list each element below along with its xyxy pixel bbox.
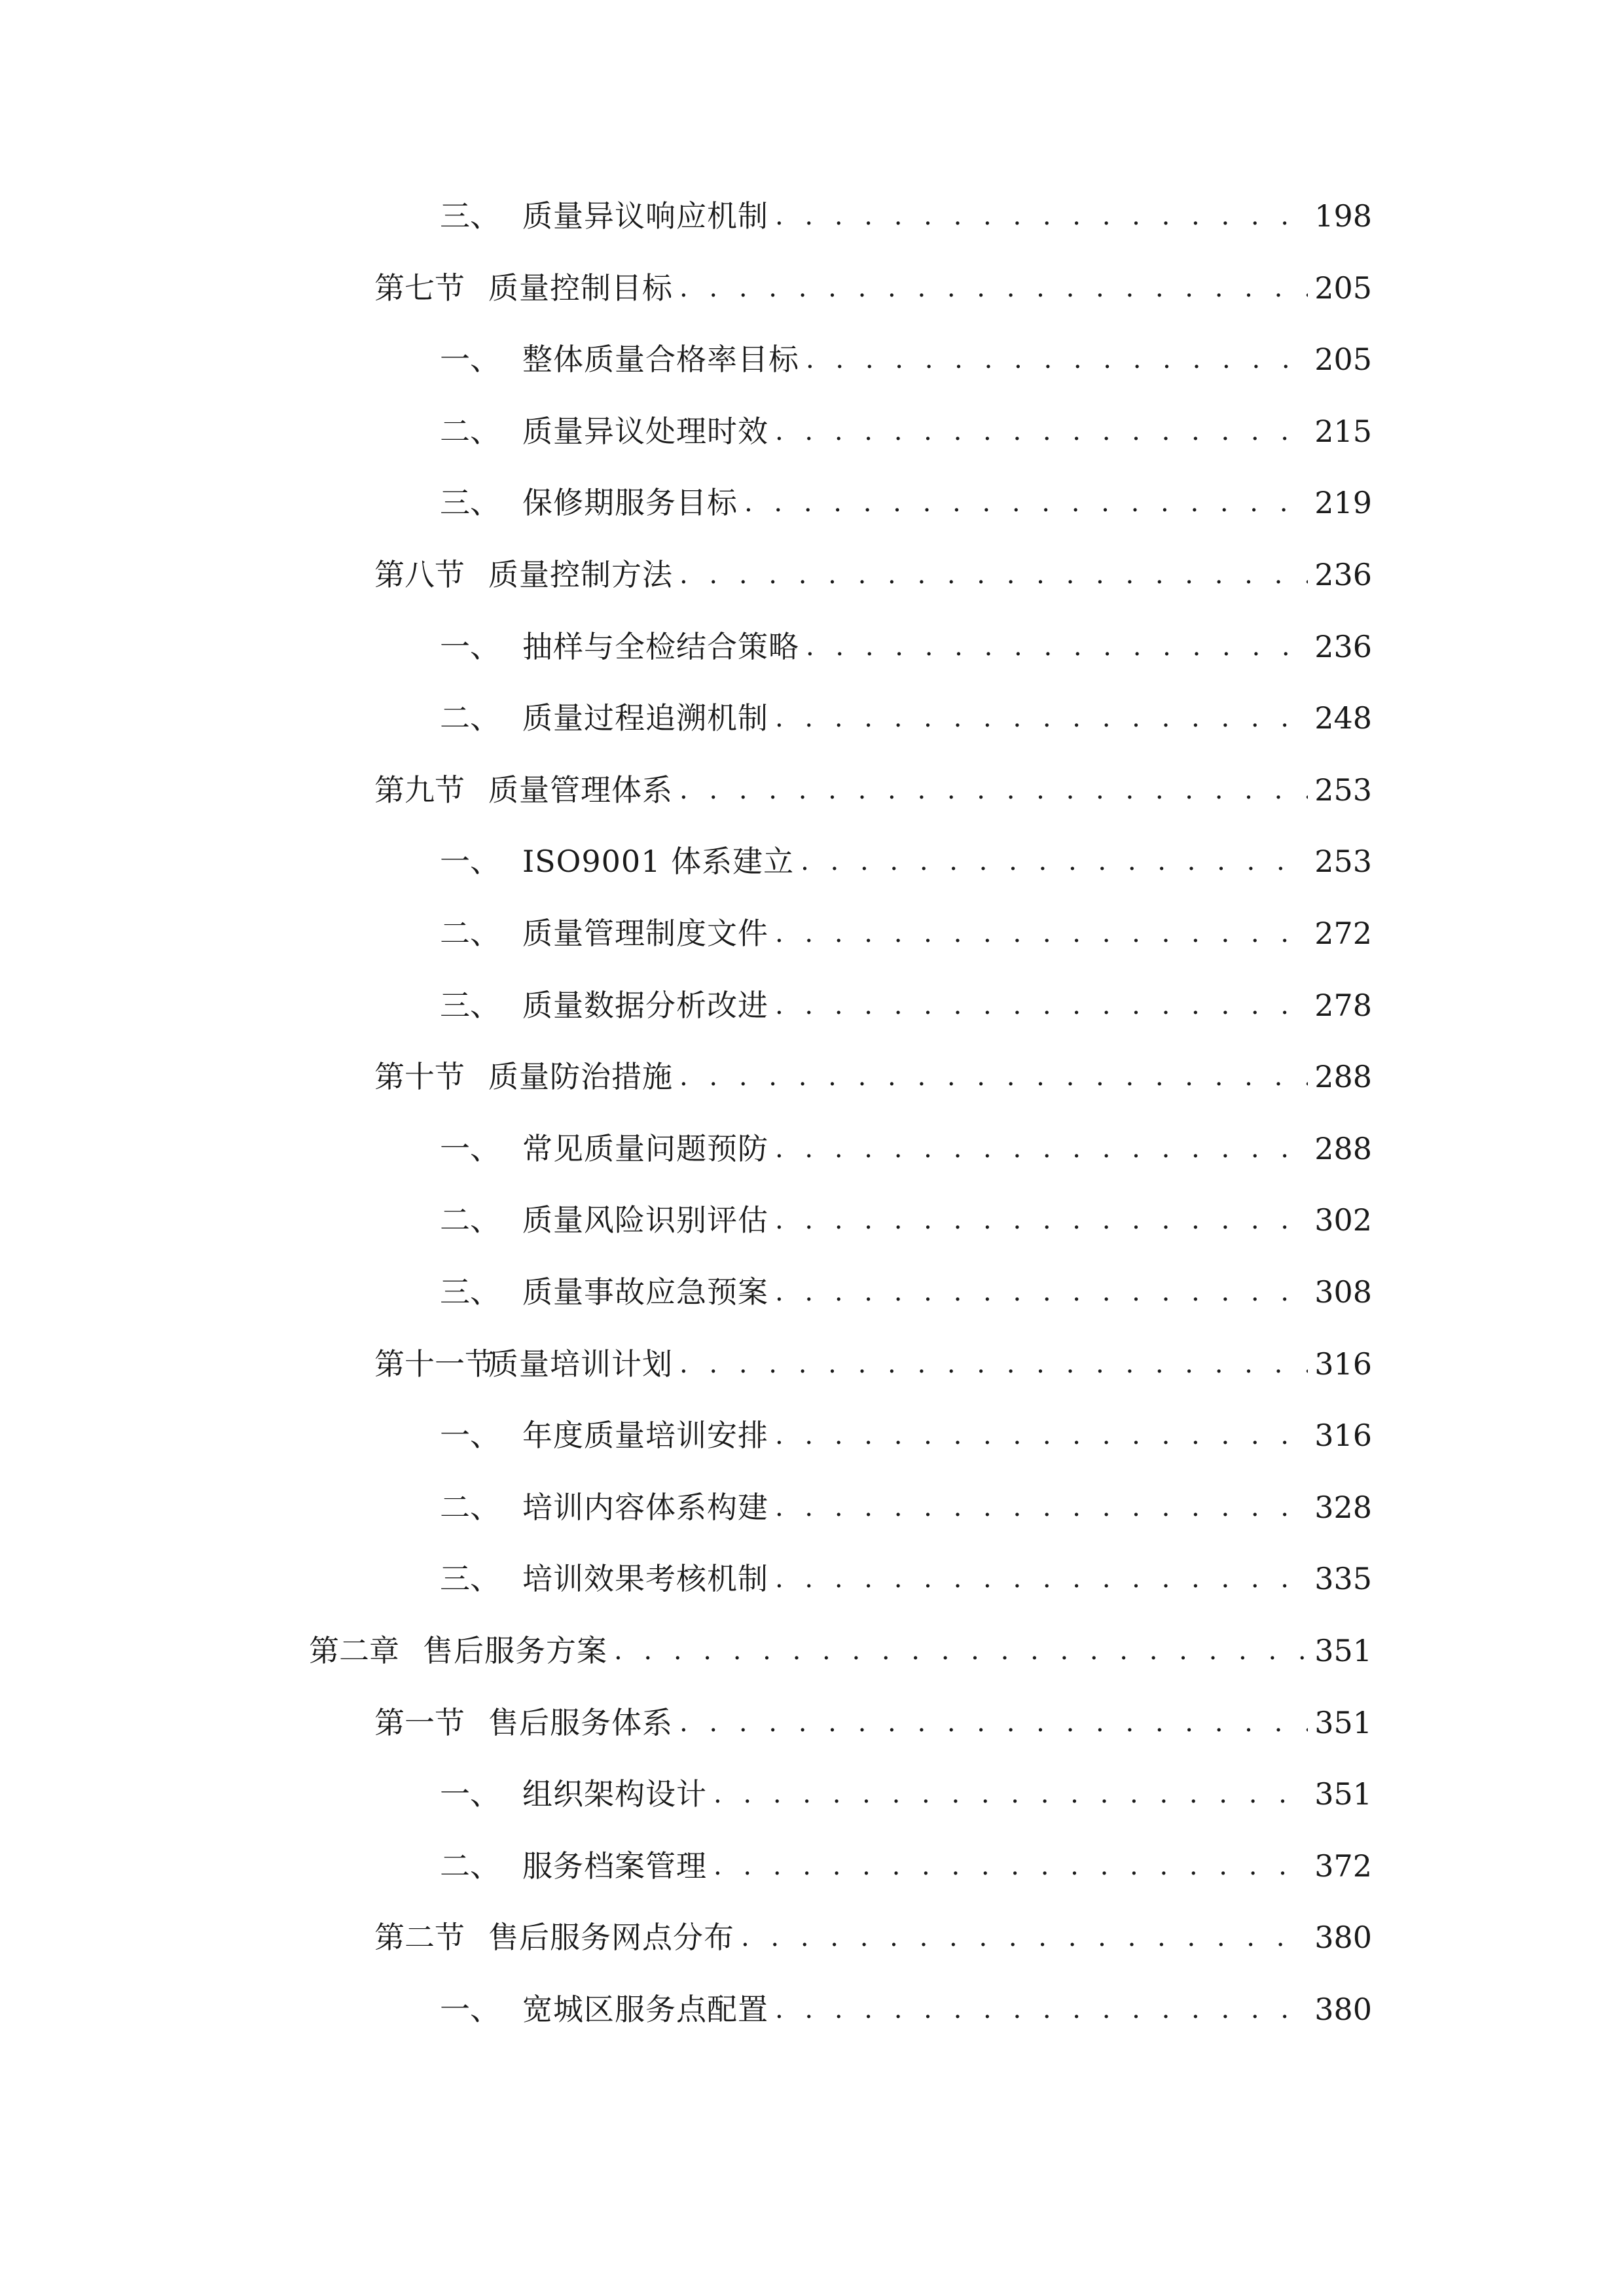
toc-entry[interactable] — [440, 695, 1372, 741]
toc-entry-title: 质量风险识别评估 — [522, 1202, 768, 1238]
toc-dot-leader — [679, 265, 1308, 311]
toc-entry-title: 质量事故应急预案 — [522, 1274, 768, 1310]
toc-entry[interactable] — [440, 1269, 1372, 1315]
toc-entry-number: 第九节 — [374, 772, 465, 808]
toc-entry-title: 保修期服务目标 — [522, 485, 738, 520]
toc-entry-number: 三、 — [440, 1561, 500, 1596]
toc-entry-page-number: 351 — [1314, 1776, 1372, 1812]
toc-entry-page-number: 372 — [1314, 1848, 1372, 1884]
toc-dot-leader — [775, 1269, 1308, 1315]
toc-entry[interactable] — [440, 480, 1372, 526]
toc-entry[interactable] — [440, 1412, 1372, 1458]
toc-entry-number: 三、 — [440, 1274, 500, 1310]
toc-entry[interactable] — [440, 408, 1372, 454]
toc-entry-number: 一、 — [440, 1418, 500, 1453]
toc-entry-page-number: 205 — [1314, 270, 1372, 306]
toc-entry[interactable] — [440, 1771, 1372, 1817]
toc-entry-number: 一、 — [440, 342, 500, 377]
toc-entry-title: ISO9001 体系建立 — [522, 844, 795, 879]
toc-entry[interactable] — [440, 1556, 1372, 1602]
toc-entry-title: 常见质量问题预防 — [522, 1131, 768, 1166]
toc-dot-leader — [741, 1914, 1308, 1960]
toc-entry-page-number: 272 — [1314, 916, 1372, 951]
toc-entry[interactable] — [440, 1126, 1372, 1172]
toc-dot-leader — [679, 1700, 1308, 1746]
toc-entry-title: 售后服务方案 — [423, 1633, 607, 1668]
toc-entry-title: 宽城区服务点配置 — [522, 1992, 768, 2027]
toc-dot-leader — [775, 408, 1308, 454]
toc-entry-title: 质量管理制度文件 — [522, 916, 768, 951]
toc-entry-page-number: 253 — [1314, 844, 1372, 879]
toc-entry-title: 质量控制目标 — [488, 270, 673, 306]
toc-entry[interactable] — [440, 1986, 1372, 2032]
toc-entry-number: 一、 — [440, 1776, 500, 1812]
toc-entry-title: 质量防治措施 — [488, 1059, 673, 1094]
toc-entry-page-number: 308 — [1314, 1274, 1372, 1310]
toc-entry[interactable] — [374, 265, 1372, 311]
toc-dot-leader — [775, 1484, 1308, 1530]
toc-entry-page-number: 253 — [1314, 772, 1372, 808]
toc-entry-page-number: 219 — [1314, 485, 1372, 520]
toc-entry-title: 服务档案管理 — [522, 1848, 707, 1884]
toc-entry[interactable] — [440, 982, 1372, 1028]
toc-entry-number: 三、 — [440, 988, 500, 1023]
toc-entry-page-number: 288 — [1314, 1059, 1372, 1094]
toc-entry-title: 售后服务体系 — [488, 1705, 673, 1740]
toc-entry[interactable] — [440, 1843, 1372, 1889]
toc-dot-leader — [806, 624, 1308, 670]
toc-entry[interactable] — [440, 1197, 1372, 1243]
toc-entry-number: 第七节 — [374, 270, 465, 306]
toc-entry-number: 二、 — [440, 1202, 500, 1238]
toc-entry-number: 第二节 — [374, 1920, 465, 1955]
toc-entry-page-number: 288 — [1314, 1131, 1372, 1166]
toc-entry-page-number: 236 — [1314, 557, 1372, 592]
toc-dot-leader — [679, 767, 1308, 813]
toc-entry-title: 抽样与全检结合策略 — [522, 629, 799, 664]
toc-entry[interactable] — [440, 336, 1372, 382]
toc-entry-title: 质量培训计划 — [488, 1346, 673, 1382]
toc-entry-number: 第十一节 — [374, 1346, 495, 1382]
toc-dot-leader — [775, 695, 1308, 741]
toc-entry-title: 质量异议响应机制 — [522, 198, 768, 234]
toc-entry-title: 质量过程追溯机制 — [522, 700, 768, 736]
toc-dot-leader — [775, 1986, 1308, 2032]
toc-entry[interactable] — [440, 910, 1372, 956]
toc-dot-leader — [775, 1412, 1308, 1458]
toc-entry-page-number: 380 — [1314, 1992, 1372, 2027]
toc-entry-title: 售后服务网点分布 — [488, 1920, 734, 1955]
toc-entry-number: 第一节 — [374, 1705, 465, 1740]
toc-entry[interactable] — [440, 1484, 1372, 1530]
toc-entry-number: 二、 — [440, 700, 500, 736]
toc-entry-page-number: 205 — [1314, 342, 1372, 377]
toc-entry[interactable] — [440, 193, 1372, 239]
toc-dot-leader — [775, 193, 1308, 239]
toc-dot-leader — [775, 1197, 1308, 1243]
toc-dot-leader — [713, 1843, 1308, 1889]
toc-entry[interactable] — [440, 624, 1372, 670]
toc-dot-leader — [713, 1771, 1308, 1817]
toc-entry-number: 一、 — [440, 844, 500, 879]
toc-entry-number: 第二章 — [309, 1633, 399, 1668]
toc-entry-number: 一、 — [440, 629, 500, 664]
toc-entry-page-number: 316 — [1314, 1418, 1372, 1453]
toc-entry-page-number: 215 — [1314, 414, 1372, 449]
toc-entry-page-number: 380 — [1314, 1920, 1372, 1955]
toc-entry-page-number: 335 — [1314, 1561, 1372, 1596]
toc-dot-leader — [775, 1556, 1308, 1602]
toc-entry-page-number: 248 — [1314, 700, 1372, 736]
toc-dot-leader — [806, 336, 1308, 382]
toc-entry-title: 年度质量培训安排 — [522, 1418, 768, 1453]
toc-dot-leader — [775, 982, 1308, 1028]
toc-entry-number: 二、 — [440, 414, 500, 449]
toc-entry-number: 一、 — [440, 1992, 500, 2027]
toc-entry[interactable] — [374, 552, 1372, 598]
toc-entry-number: 二、 — [440, 916, 500, 951]
toc-dot-leader — [775, 910, 1308, 956]
toc-entry-page-number: 302 — [1314, 1202, 1372, 1238]
toc-dot-leader — [679, 1054, 1308, 1100]
toc-entry-number: 二、 — [440, 1848, 500, 1884]
toc-entry[interactable] — [374, 1341, 1372, 1387]
toc-entry[interactable] — [374, 1700, 1372, 1746]
toc-entry-title: 培训内容体系构建 — [522, 1490, 768, 1525]
toc-dot-leader — [679, 1341, 1308, 1387]
toc-entry-number: 三、 — [440, 198, 500, 234]
toc-entry-title: 培训效果考核机制 — [522, 1561, 768, 1596]
toc-entry-page-number: 328 — [1314, 1490, 1372, 1525]
toc-entry-title: 质量控制方法 — [488, 557, 673, 592]
toc-entry-page-number: 316 — [1314, 1346, 1372, 1382]
toc-dot-leader — [614, 1628, 1308, 1674]
toc-entry-title: 质量数据分析改进 — [522, 988, 768, 1023]
toc-dot-leader — [775, 1126, 1308, 1172]
toc-dot-leader — [679, 552, 1308, 598]
toc-entry[interactable] — [374, 1054, 1372, 1100]
toc-entry-number: 二、 — [440, 1490, 500, 1525]
toc-entry[interactable] — [309, 1628, 1372, 1674]
toc-entry-title: 质量异议处理时效 — [522, 414, 768, 449]
toc-entry-number: 第十节 — [374, 1059, 465, 1094]
toc-entry[interactable] — [374, 1914, 1372, 1960]
toc-entry[interactable] — [374, 767, 1372, 813]
toc-entry-number: 三、 — [440, 485, 500, 520]
toc-entry[interactable] — [440, 838, 1372, 884]
toc-entry-page-number: 278 — [1314, 988, 1372, 1023]
toc-entry-page-number: 198 — [1314, 198, 1372, 234]
toc-dot-leader — [801, 838, 1308, 884]
toc-entry-number: 第八节 — [374, 557, 465, 592]
toc-entry-title: 整体质量合格率目标 — [522, 342, 799, 377]
toc-entry-page-number: 236 — [1314, 629, 1372, 664]
toc-entry-number: 一、 — [440, 1131, 500, 1166]
toc-dot-leader — [744, 480, 1308, 526]
toc-entry-page-number: 351 — [1314, 1705, 1372, 1740]
toc-entry-title: 质量管理体系 — [488, 772, 673, 808]
toc-entry-page-number: 351 — [1314, 1633, 1372, 1668]
toc-entry-title: 组织架构设计 — [522, 1776, 707, 1812]
